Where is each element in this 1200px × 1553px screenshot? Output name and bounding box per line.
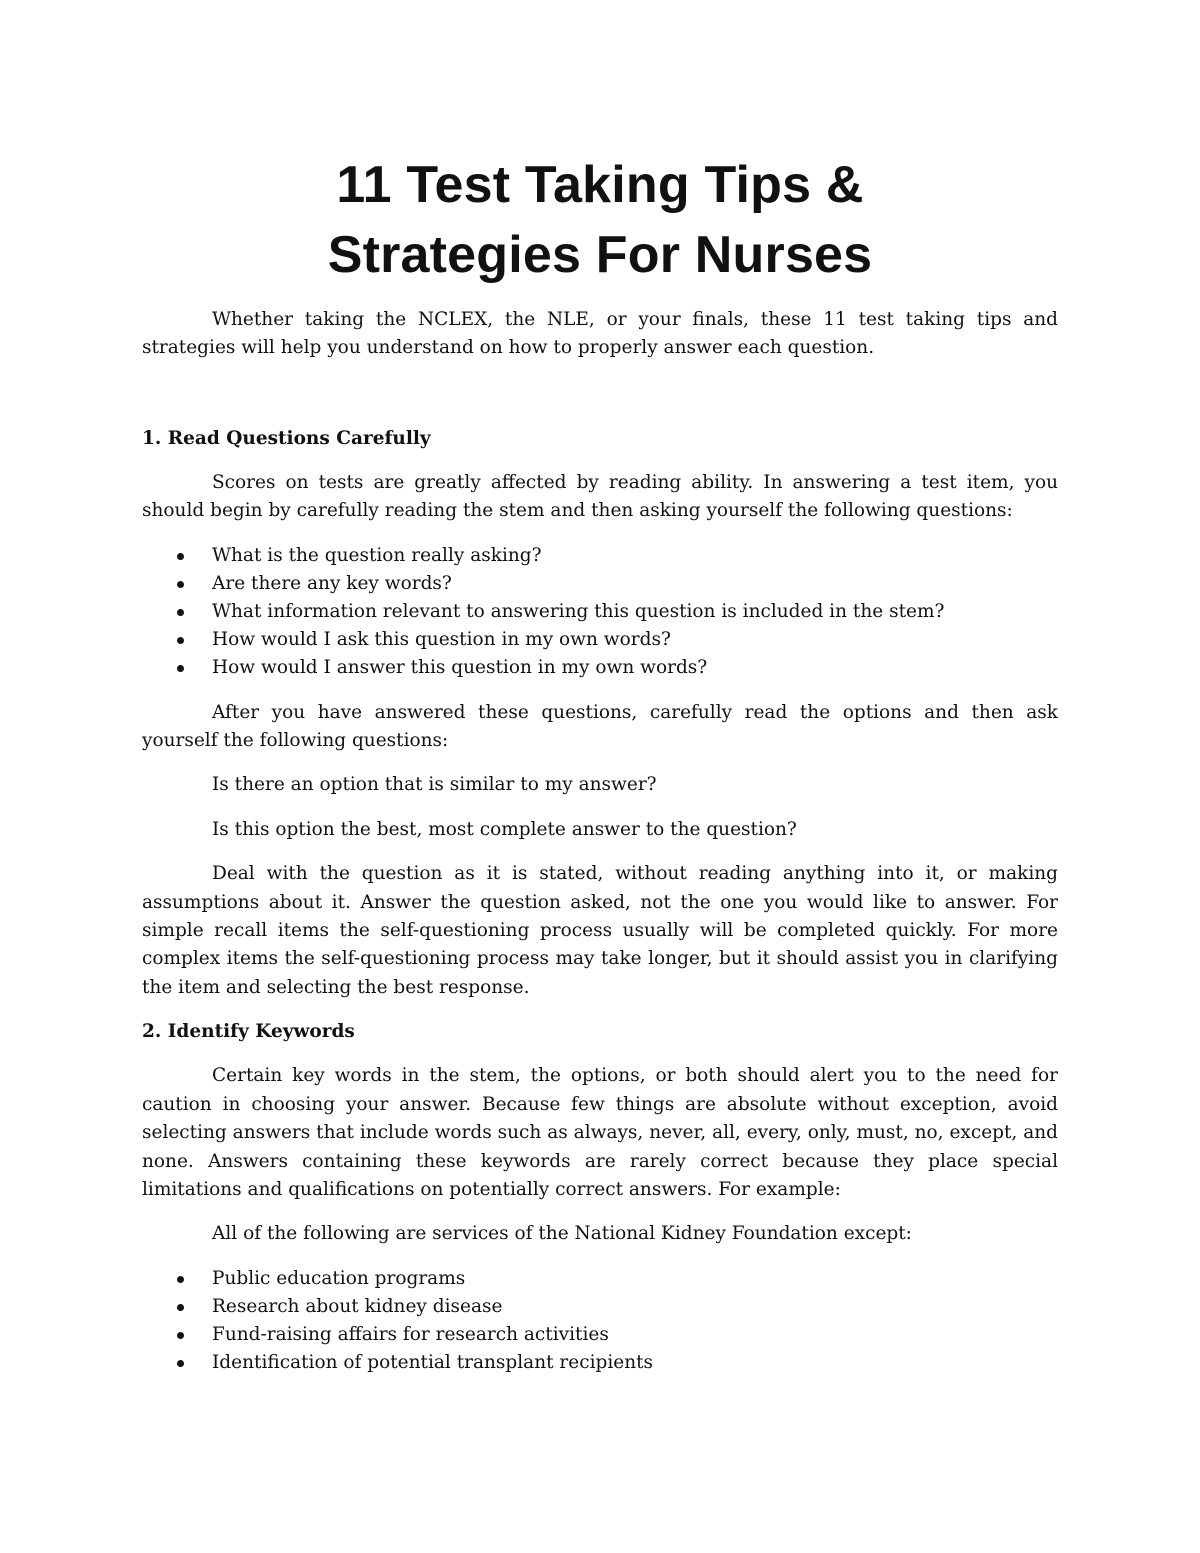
section-paragraph: After you have answered these questions, carefully read the options and then ask yourself the following questions:	[142, 701, 1058, 752]
bullet-icon	[177, 665, 184, 672]
list-item: What is the question really asking?	[142, 542, 1058, 570]
section-heading: 1. Read Questions Carefully	[142, 427, 431, 449]
document-page	[142, 150, 1058, 1378]
section-paragraph: Scores on tests are greatly affected by reading ability. In answering a test item, you should begin by carefully reading the stem and then asking yourself the following questions:	[142, 471, 1058, 522]
section-read-questions	[142, 425, 1058, 1002]
section-paragraph: Deal with the question as it is stated, without reading anything into it, or making assumptions about it. Answer the question asked, not the one you would like to answer. For simple recall items the self-questioning process usually will be completed quickly. For more complex items the self-questioning process may take longer, but it should assist you in clarifying the item and selecting the best response.	[142, 863, 1058, 998]
bullet-icon	[177, 553, 184, 560]
bullet-icon	[177, 1276, 184, 1283]
intro-paragraph: Whether taking the NCLEX, the NLE, or your finals, these 11 test taking tips and strategies will help you understand on how to properly answer each question.	[142, 309, 1058, 359]
example-question: All of the following are services of the National Kidney Foundation except:	[212, 1223, 912, 1245]
list-item: Are there any key words?	[142, 570, 1058, 598]
list-item: How would I ask this question in my own words?	[142, 626, 1058, 654]
question-list	[142, 542, 1058, 683]
bullet-icon	[177, 1332, 184, 1339]
bullet-icon	[177, 609, 184, 616]
option-question: Is there an option that is similar to my answer?	[212, 774, 657, 796]
list-item: Public education programs	[142, 1265, 1058, 1293]
section-paragraph: Certain key words in the stem, the options, or both should alert you to the need for caution in choosing your answer. Because few things are absolute without exception, avoid selecting answers that include words such as always, never, all, every, only, must, no, except, and none. Answers containing these keywords are rarely correct because they place special limitations and qualifications on potentially correct answers. For example:	[142, 1065, 1058, 1200]
list-item: Identification of potential transplant recipients	[142, 1349, 1058, 1377]
option-question: Is this option the best, most complete answer to the question?	[212, 818, 797, 840]
bullet-icon	[177, 637, 184, 644]
list-item: Research about kidney disease	[142, 1293, 1058, 1321]
document-title	[142, 150, 1058, 290]
list-item: What information relevant to answering this question is included in the stem?	[142, 598, 1058, 626]
title-line-1: 11 Test Taking Tips &	[336, 156, 864, 214]
bullet-icon	[177, 1360, 184, 1367]
section-heading: 2. Identify Keywords	[142, 1021, 355, 1043]
bullet-icon	[177, 1304, 184, 1311]
title-line-2: Strategies For Nurses	[327, 226, 873, 284]
list-item: Fund-raising affairs for research activities	[142, 1321, 1058, 1349]
example-options-list	[142, 1265, 1058, 1378]
bullet-icon	[177, 581, 184, 588]
section-identify-keywords	[142, 1018, 1058, 1377]
list-item: How would I answer this question in my own words?	[142, 654, 1058, 682]
